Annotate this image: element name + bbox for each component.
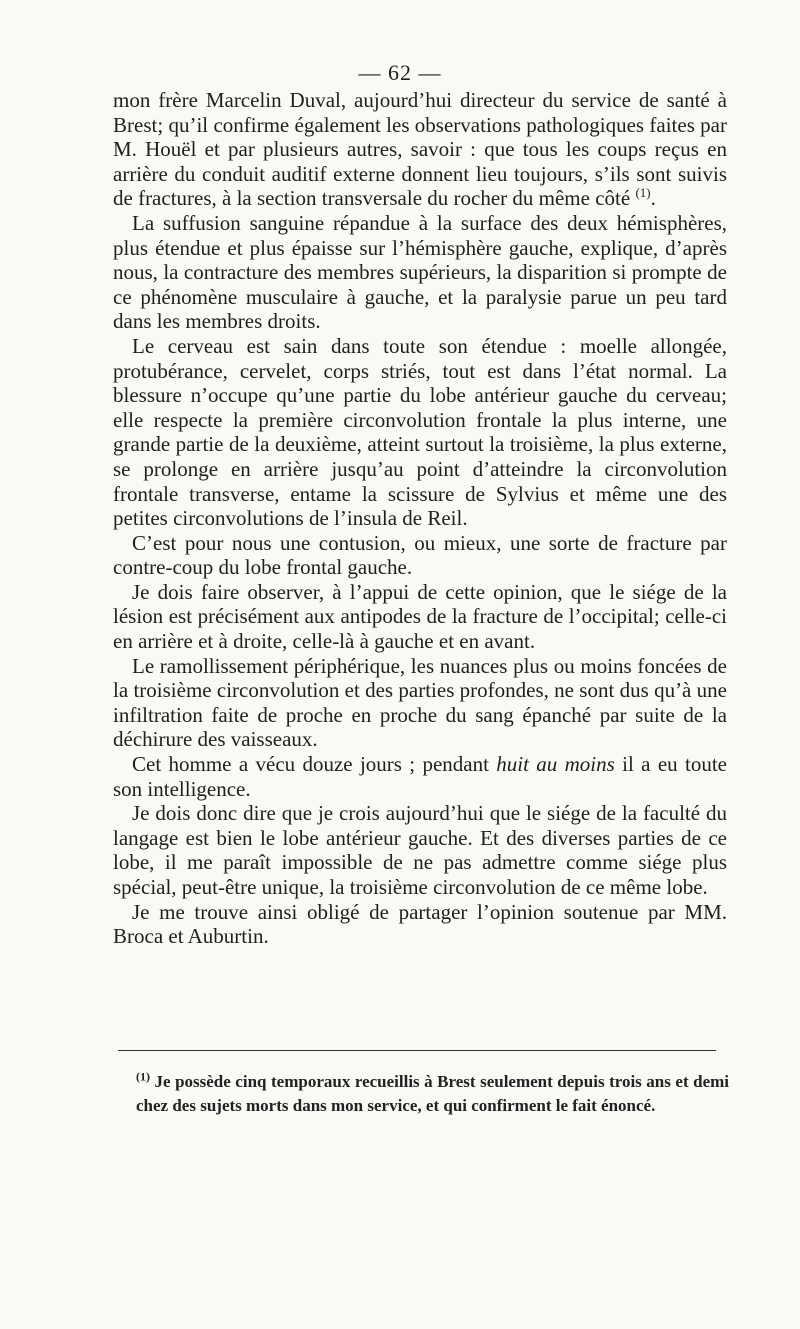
- footnote-reference: (1): [635, 185, 651, 201]
- paragraph: La suffusion sanguine répandue à la surface des deux hémisphères, plus étendue et plus épaisse sur l’hémisphère gauche, explique, d’après nous, la contracture des membres supérieurs, la disparition si prompte de ce phénomène musculaire à gauche, et la paralysie parue un peu tard dans les membres droits.: [113, 210, 727, 334]
- paragraph: C’est pour nous une contusion, ou mieux, une sorte de fracture par contre-coup du lobe frontal gauche.: [113, 530, 727, 580]
- page-number: — 62 —: [358, 60, 442, 85]
- footnote: [136, 1070, 729, 1118]
- paragraph: Le cerveau est sain dans toute son étendue : moelle allongée, protubérance, cervelet, corps striés, tout est dans l’état normal. La blessure n’occupe qu’une partie du lobe antérieur gauche du cerveau; elle respecte la première circonvolution frontale la plus interne, une grande partie de la deuxième, atteint surtout la troisième, la plus externe, se prolonge en arrière jusqu’au point d’atteindre la circonvolution frontale transverse, entame la scissure de Sylvius et même une des petites circonvolutions de l’insula de Reil.: [113, 333, 727, 531]
- paragraph-text: Cet homme a vécu douze jours ; pendant: [132, 752, 497, 777]
- paragraph: [113, 752, 727, 801]
- paragraph: Je dois donc dire que je crois aujourd’hui que le siége de la faculté du langage est bien le lobe antérieur gauche. Et des diverses parties de ce lobe, il me paraît impossible de ne pas admettre comme siége plus spécial, peut-être unique, la troisième circonvolution de ce même lobe.: [113, 801, 727, 899]
- paragraph: Le ramollissement périphérique, les nuances plus ou moins foncées de la troisième circonvolution et des parties profondes, ne sont dus qu’à une infiltration faite de proche en proche du sang épanché par suite de la déchirure des vaisseaux.: [113, 653, 727, 752]
- paragraph: Je dois faire observer, à l’appui de cette opinion, que le siége de la lésion est précisément aux antipodes de la fracture de l’occipital; celle-ci en arrière et à droite, celle-là à gauche et en avant.: [113, 579, 727, 654]
- body-text: [113, 88, 727, 949]
- paragraph-text: il a eu toute son intelligence.: [113, 752, 727, 801]
- paragraph-text: .: [650, 186, 656, 211]
- paragraph: [113, 88, 727, 211]
- footnote-text: Je possède cinq temporaux recueillis à Brest seulement depuis trois ans et demi chez des sujets morts dans mon service, et qui confirment le fait énoncé.: [136, 1072, 729, 1115]
- paragraph-text: mon frère Marcelin Duval, aujourd’hui directeur du service de santé à Brest; qu’il confirme également les observations pathologiques faites par M. Houël et par plusieurs autres, savoir : que tous les coups reçus en arrière du conduit auditif externe donnent lieu toujours, s’ils sont suivis de fractures, à la section transversale du rocher du même côté: [113, 88, 727, 211]
- footnote-divider: [118, 1050, 716, 1051]
- footnote-marker: (1): [136, 1069, 150, 1084]
- emphasized-text: huit au moins: [496, 752, 615, 777]
- paragraph: Je me trouve ainsi obligé de partager l’opinion soutenue par MM. Broca et Auburtin.: [113, 899, 727, 949]
